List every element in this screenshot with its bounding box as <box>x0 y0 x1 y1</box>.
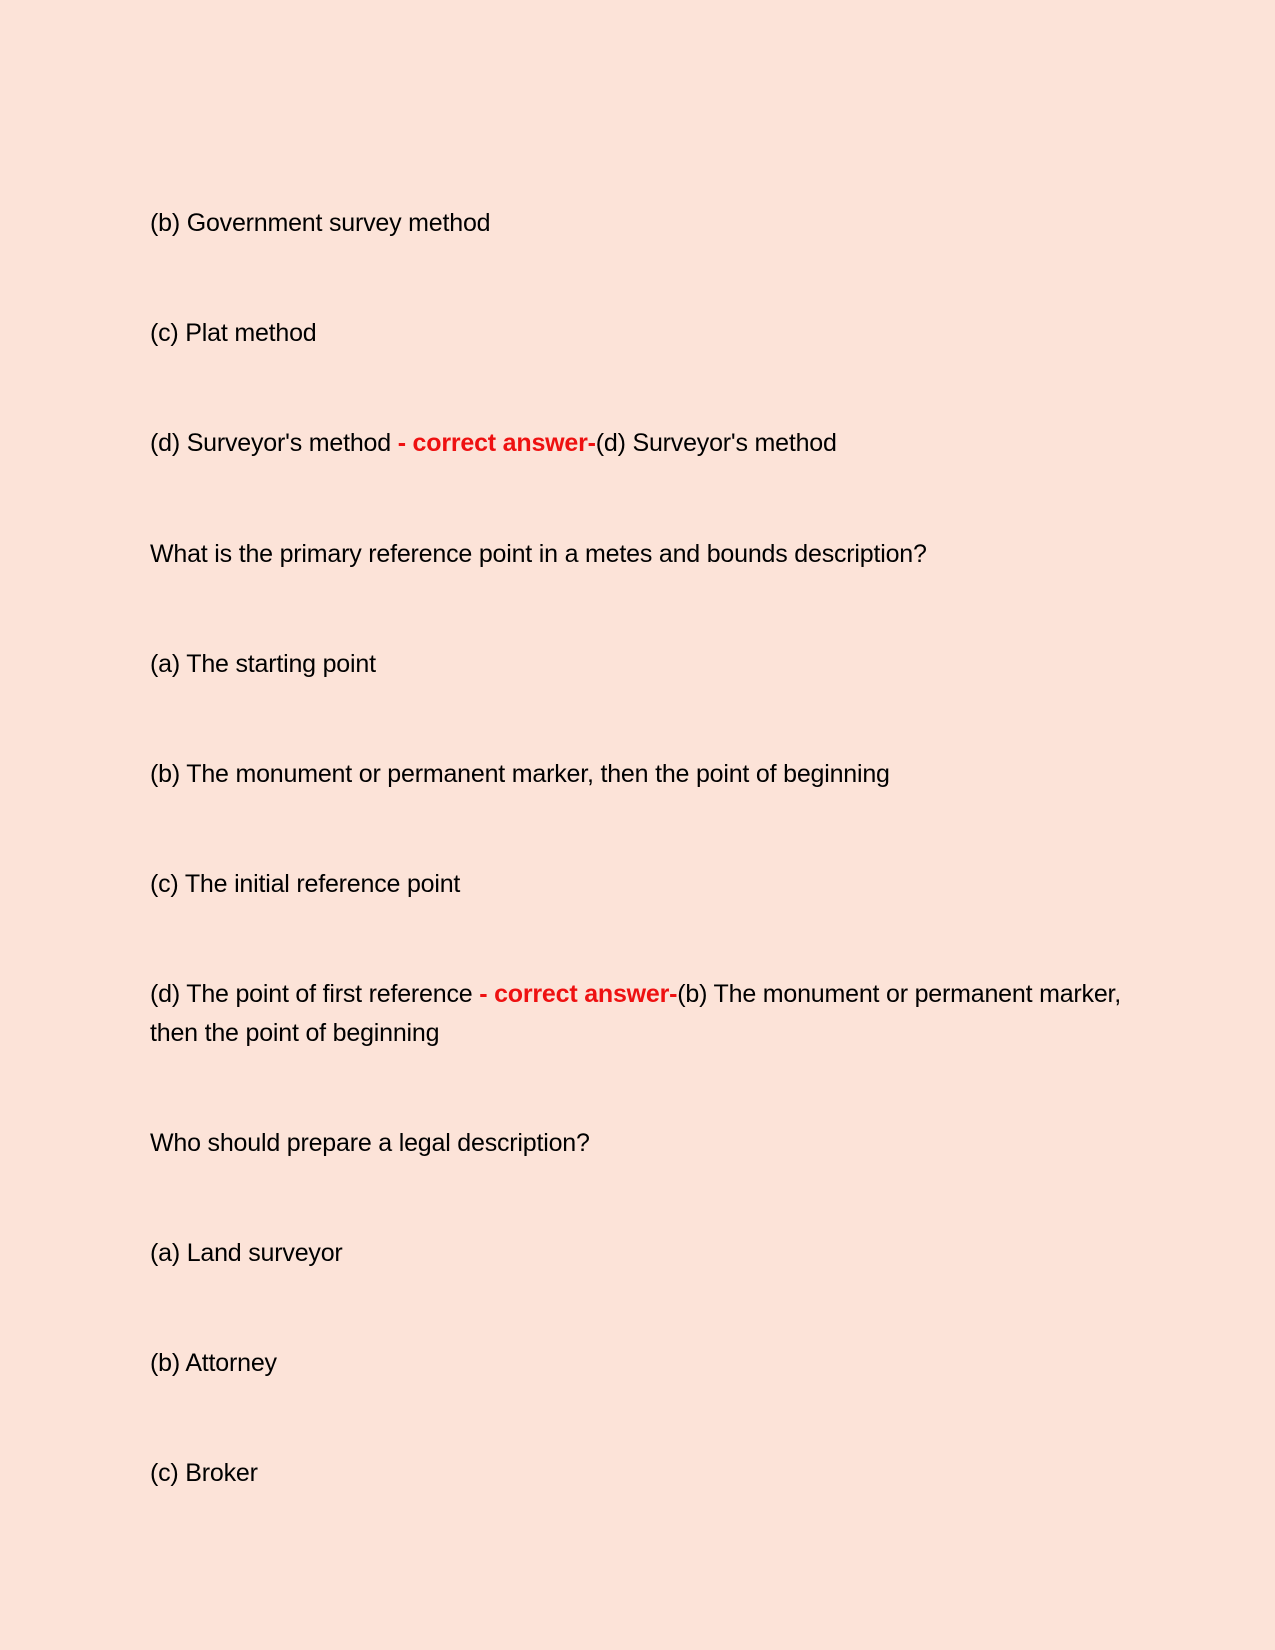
option-text: (a) Land surveyor <box>150 1239 343 1267</box>
option-text: (b) Attorney <box>150 1349 277 1377</box>
answer-option <box>150 1344 277 1383</box>
correct-answer-marker: - correct answer- <box>397 429 596 457</box>
answer-option <box>150 424 837 463</box>
option-text: (c) The initial reference point <box>150 870 461 898</box>
answer-option <box>150 1454 258 1493</box>
option-text: (b) The monument or permanent marker, then the point of beginning <box>150 760 890 788</box>
option-text: (a) The starting point <box>150 650 376 678</box>
answer-option <box>150 314 317 353</box>
answer-option <box>150 975 1130 1053</box>
question <box>150 535 927 574</box>
correct-answer-text: (d) Surveyor's method <box>595 429 837 457</box>
option-text: (b) Government survey method <box>150 209 491 237</box>
question <box>150 1124 590 1163</box>
answer-option <box>150 755 890 794</box>
answer-option <box>150 204 490 243</box>
correct-answer-text: (b) The monument or permanent marker, then the point of beginning <box>150 980 1122 1047</box>
answer-option <box>150 865 460 904</box>
option-text: (d) Surveyor's method <box>150 429 398 457</box>
answer-option <box>150 1234 343 1273</box>
option-text: (c) Broker <box>150 1459 258 1487</box>
option-text: (c) Plat method <box>150 319 317 347</box>
option-text: (d) The point of first reference <box>150 980 480 1008</box>
answer-option <box>150 645 376 684</box>
question-text: Who should prepare a legal description? <box>150 1129 590 1157</box>
correct-answer-marker: - correct answer- <box>479 980 678 1008</box>
question-text: What is the primary reference point in a metes and bounds description? <box>150 540 927 568</box>
